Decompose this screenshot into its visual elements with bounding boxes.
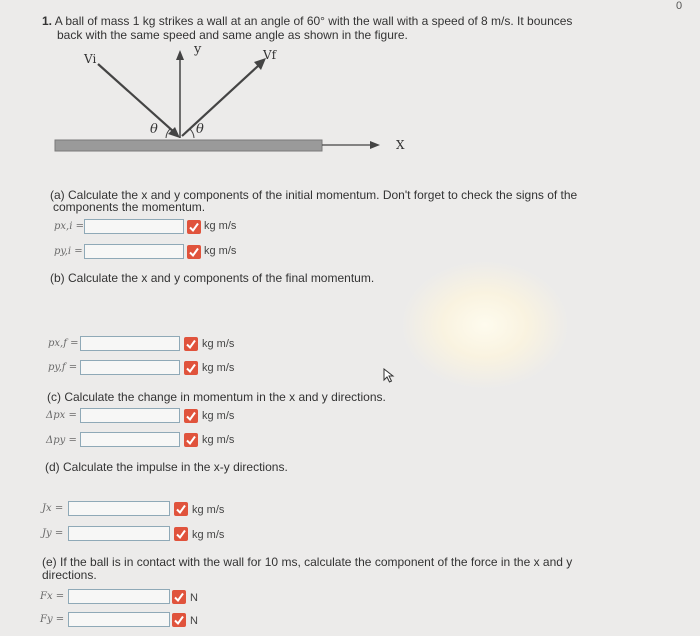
- unit-label: kg m/s: [204, 220, 237, 232]
- theta-left-label: θ: [150, 122, 158, 137]
- part-e-text-2: directions.: [42, 568, 97, 582]
- fy-input[interactable]: [68, 612, 170, 627]
- jx-input[interactable]: [68, 501, 170, 516]
- fx-input[interactable]: [68, 589, 170, 604]
- field-label-dpy: Δpy =: [46, 435, 77, 446]
- unit-label: kg m/s: [202, 434, 235, 446]
- check-icon: [174, 502, 188, 516]
- x-axis-label: X: [396, 138, 405, 152]
- vf-label: Vf: [263, 48, 277, 62]
- wall-bar: [55, 140, 322, 151]
- question-line1: [42, 14, 572, 28]
- unit-label: kg m/s: [202, 338, 235, 350]
- part-e-text-1: (e) If the ball is in contact with the wall for 10 ms, calculate the component of the force in the x and y: [42, 555, 573, 569]
- photo-glare: [400, 260, 570, 390]
- unit-label: kg m/s: [202, 410, 235, 422]
- unit-label: kg m/s: [204, 245, 237, 257]
- unit-label: kg m/s: [202, 362, 235, 374]
- jy-input[interactable]: [68, 526, 170, 541]
- part-b-text: (b) Calculate the x and y components of the final momentum.: [50, 271, 375, 285]
- px-initial-input[interactable]: [84, 219, 184, 234]
- field-label-jx: Jx =: [42, 503, 64, 514]
- vf-line: [182, 66, 258, 136]
- py-initial-input[interactable]: [84, 244, 184, 259]
- delta-px-input[interactable]: [80, 408, 180, 423]
- page-number: 0: [676, 0, 683, 12]
- check-icon: [174, 527, 188, 541]
- field-label-fy: Fy =: [40, 614, 65, 625]
- field-label-py-f: py,f =: [48, 362, 78, 373]
- field-label-fx: Fx =: [40, 591, 65, 602]
- x-axis-arrow: [370, 141, 380, 149]
- vi-line: [98, 64, 174, 132]
- field-label-py-i: py,i =: [54, 246, 83, 257]
- unit-label: kg m/s: [192, 504, 225, 516]
- part-a-text-1: (a) Calculate the x and y components of the initial momentum. Don't forget to check the signs of the: [50, 188, 578, 202]
- unit-label: N: [190, 615, 198, 627]
- question-text-1: A ball of mass 1 kg strikes a wall at an angle of 60° with the wall with a speed of 8 m/s. It bounces: [54, 14, 573, 28]
- check-icon: [184, 361, 198, 375]
- field-label-dpx: Δpx =: [46, 410, 77, 421]
- check-icon: [187, 245, 201, 259]
- field-label-jy: Jy =: [42, 528, 64, 539]
- check-icon: [172, 613, 186, 627]
- question-number: 1.: [42, 14, 53, 28]
- part-a-text-2: components the momentum.: [53, 200, 206, 214]
- field-label-px-f: px,f =: [48, 338, 79, 349]
- vi-label: Vi: [84, 52, 97, 66]
- py-final-input[interactable]: [80, 360, 180, 375]
- figure-diagram: [50, 40, 430, 160]
- delta-py-input[interactable]: [80, 432, 180, 447]
- field-label-px-i: px,i =: [54, 221, 84, 232]
- part-d-text: (d) Calculate the impulse in the x-y directions.: [45, 460, 288, 474]
- unit-label: kg m/s: [192, 529, 225, 541]
- mouse-cursor-icon: [383, 368, 397, 384]
- part-c-text: (c) Calculate the change in momentum in the x and y directions.: [47, 390, 386, 404]
- check-icon: [184, 337, 198, 351]
- theta-right-label: θ: [196, 122, 204, 137]
- unit-label: N: [190, 592, 198, 604]
- check-icon: [184, 433, 198, 447]
- question-text-2: back with the same speed and same angle as shown in the figure.: [57, 28, 408, 42]
- check-icon: [187, 220, 201, 234]
- y-axis-arrow: [176, 50, 184, 60]
- px-final-input[interactable]: [80, 336, 180, 351]
- check-icon: [184, 409, 198, 423]
- check-icon: [172, 590, 186, 604]
- y-axis-label: y: [194, 42, 202, 57]
